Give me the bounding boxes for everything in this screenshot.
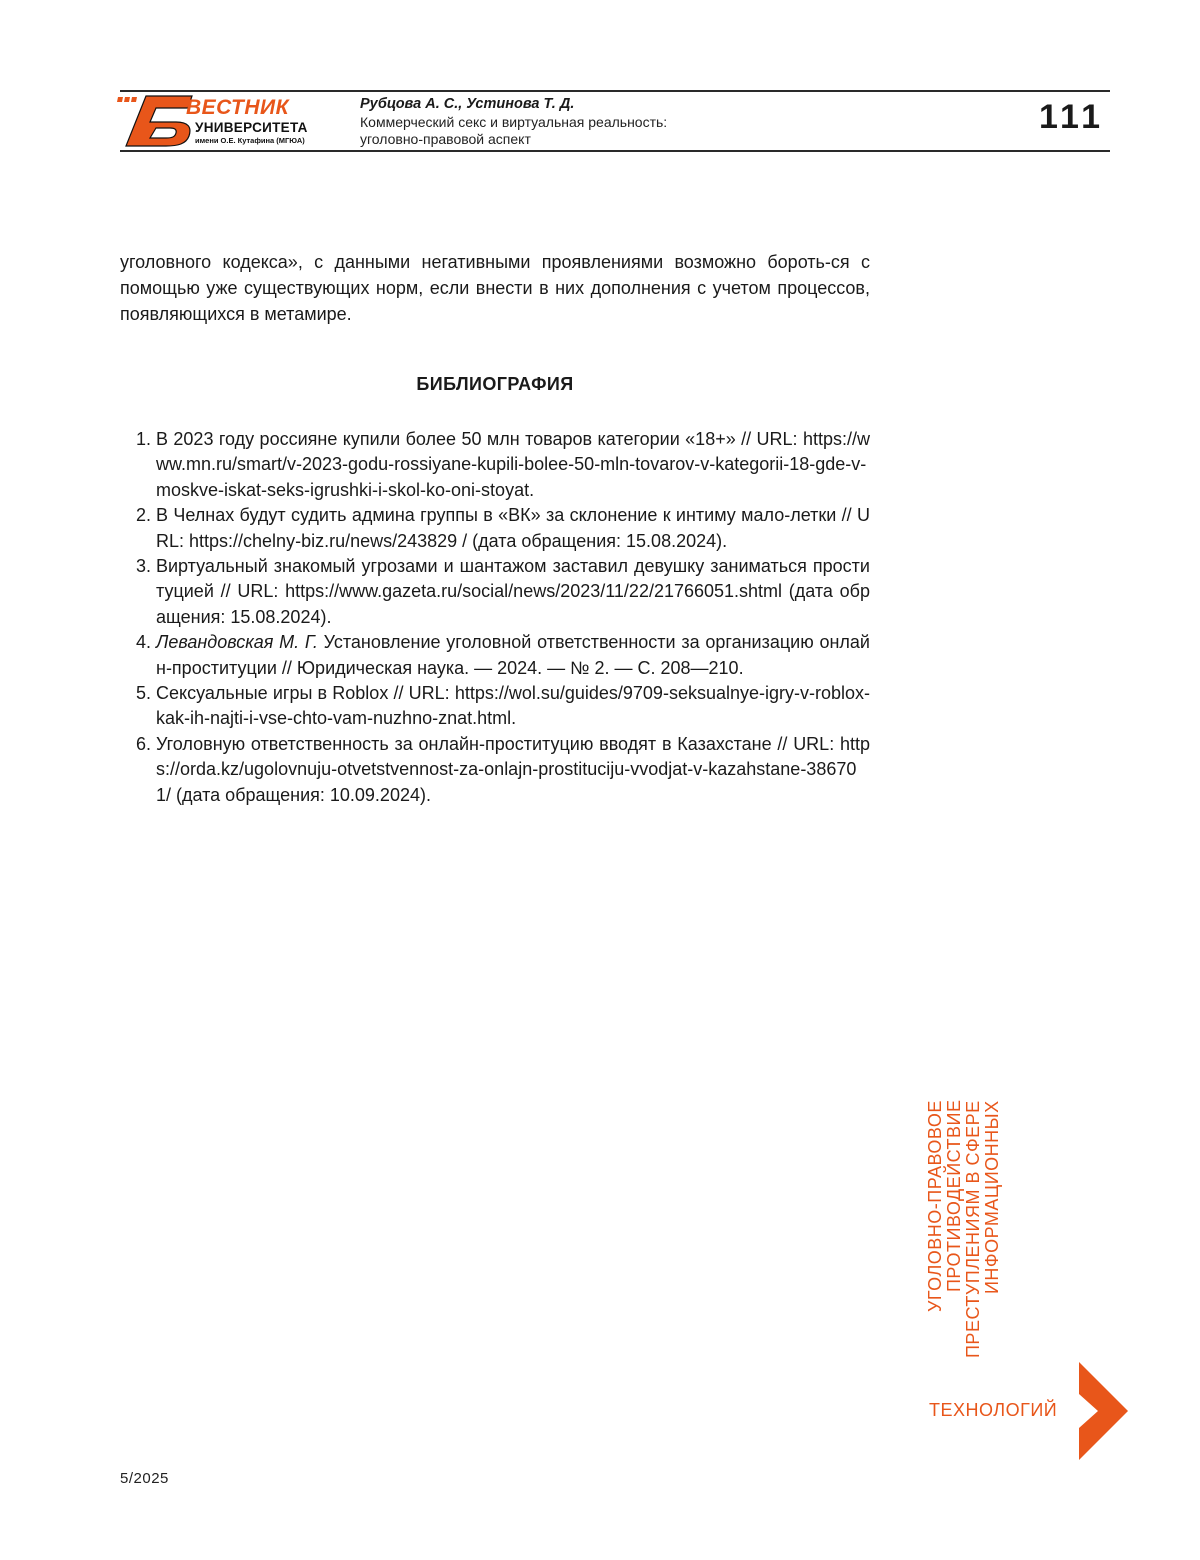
entry-text: В Челнах будут судить админа группы в «ВК» за склонение к интиму мало-летки // URL: https://chelny-biz.ru/news/243829 / (дата обращения: 15.08.2024). [156,505,870,551]
bibliography-list [120,427,870,808]
rubric-line: УГОЛОВНО-ПРАВОВОЕ [925,1100,945,1312]
rubric-vertical-text [926,1100,1006,1400]
bibliography-entry [156,681,870,732]
header-title-line2: уголовно-правовой аспект [360,131,531,147]
rubric-line: ПРОТИВОДЕЙСТВИЕ [944,1100,964,1293]
entry-author: Левандовская М. Г. [156,632,318,653]
entry-text: Виртуальный знакомый угрозами и шантажом заставил девушку заниматься проституцией // URL: https://www.gazeta.ru/social/news/2023/11/22/21766051.shtml (дата обращения: 15.08.2024). [156,556,870,627]
intro-paragraph: уголовного кодекса», с данными негативными проявлениями возможно бороть-ся с помощью уже существующих норм, если внести в них дополнения с учетом процессов, появляющихся в метамире. [120,252,870,324]
bibliography-entry [156,554,870,630]
bibliography-entry [156,503,870,554]
section-rubric [926,1100,1146,1460]
running-header [360,95,920,148]
logo-v-mark-icon [116,94,196,148]
logo-subtitle: имени О.Е. Кутафина (МГЮА) [195,136,305,145]
issue-number: 5/2025 [120,1470,169,1487]
bibliography-entry [156,427,870,503]
entry-text: Сексуальные игры в Roblox // URL: https://wol.su/guides/9709-seksualnye-igry-v-roblox-kak-ih-najti-i-vse-chto-vam-nuzhno-znat.html. [156,683,870,729]
logo-university: УНИВЕРСИТЕТА [195,120,308,135]
rubric-last-word: ТЕХНОЛОГИЙ [929,1400,1058,1420]
rubric-line: ИНФОРМАЦИОННЫХ [982,1100,1002,1294]
logo-word: ВЕСТНИК [186,96,290,119]
header-bottom-rule [120,150,1110,152]
bibliography-heading: БИБЛИОГРАФИЯ [416,374,574,394]
journal-logo [116,94,326,148]
rubric-arrow-icon [1076,1362,1131,1460]
entry-text: В 2023 году россияне купили более 50 млн товаров категории «18+» // URL: https://www.mn.ru/smart/v-2023-godu-rossiyane-kupili-bolee-50-mln-tovarov-v-kategorii-18-gde-v-moskve-iskat-seks-igrushki-i-skol-ko-oni-stoyat. [156,429,870,500]
rubric-line: ПРЕСТУПЛЕНИЯМ В СФЕРЕ [963,1100,983,1358]
header-title-line1: Коммерческий секс и виртуальная реальность: [360,114,668,130]
entry-text: Уголовную ответственность за онлайн-проституцию вводят в Казахстане // URL: https://orda.kz/ugolovnuju-otvetstvennost-za-onlajn-prostituciju-vvodjat-v-kazahstane-386701/ (дата обращения: 10.09.2024). [156,733,870,805]
page-number: 111 [1039,98,1104,136]
entry-text: Установление уголовной ответственности за организацию онлайн-проституции // Юридическая наука. — 2024. — № 2. — С. 208—210. [156,632,870,678]
bibliography-entry [156,732,870,808]
bibliography-entry [156,630,870,681]
header-top-rule [120,90,1110,92]
header-authors: Рубцова А. С., Устинова Т. Д. [360,96,575,112]
